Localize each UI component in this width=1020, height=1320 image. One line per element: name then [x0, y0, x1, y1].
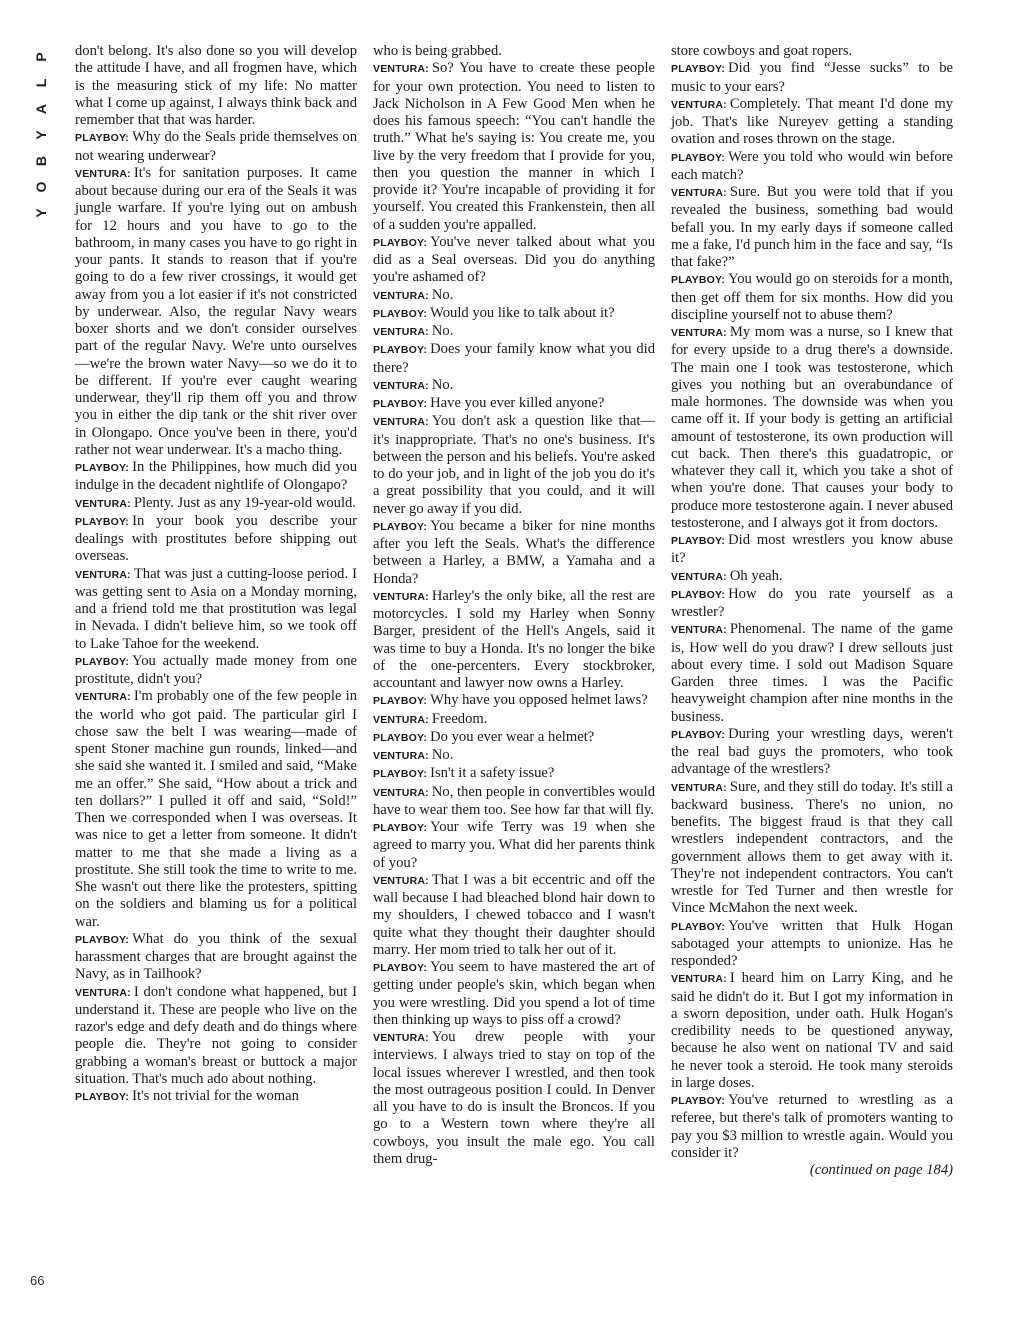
paragraph-text: don't belong. It's also done so you will develop the attitude I have, and all frogmen have, which is the measuring stick of my life: No matter what I come up against, I always think back and remember that that was harder.	[75, 43, 357, 128]
interview-paragraph	[75, 984, 357, 1089]
interview-paragraph	[671, 532, 953, 568]
paragraph-text: You drew people with your interviews. I always tried to stay on top of the local issues wherever I wrestled, and then took the most outrageous position I could. In Denver all you have to do is insult the Broncos. If you go to a Western town where they're all cowboys, you insult the male ego. You call them drug-	[373, 1029, 655, 1167]
paragraph-text: During your wrestling days, weren't the real bad guys the promoters, who took advantage of the wrestlers?	[671, 725, 953, 778]
speaker-label: VENTURA:	[373, 1032, 429, 1044]
paragraph-text: Phenomenal. The name of the game is, How well do you draw? I drew sellouts just about every time. I sold out Madison Square Garden three times. I was the Pacific heavyweight champion after nine months in the business.	[671, 621, 953, 725]
speaker-label: VENTURA:	[671, 327, 727, 339]
paragraph-text: You actually made money from one prostitute, didn't you?	[75, 652, 357, 687]
interview-paragraph	[671, 621, 953, 726]
speaker-label: PLAYBOY:	[373, 398, 428, 410]
paragraph-text: No, then people in convertibles would have to wear them too. See how far that will fly.	[373, 783, 655, 818]
speaker-label: VENTURA:	[671, 624, 727, 637]
interview-paragraph	[75, 931, 357, 984]
paragraph-text: Have you ever killed anyone?	[430, 395, 605, 411]
speaker-label: PLAYBOY:	[671, 728, 726, 741]
interview-paragraph	[373, 60, 655, 234]
paragraph-text: Why do the Seals pride themselves on not wearing underwear?	[75, 129, 357, 164]
paragraph-text: who is being grabbed.	[373, 43, 502, 59]
interview-paragraph	[671, 60, 953, 96]
title-letter: Y	[33, 130, 49, 140]
interview-paragraph	[373, 341, 655, 377]
speaker-label: PLAYBOY:	[671, 1095, 726, 1107]
paragraph-text: Harley's the only bike, all the rest are motorcycles. I sold my Harley when Sonny Barger, president of the Hell's Angels, said it was time to buy a Honda. It's no longer the bike of the one-percenters. Every stockbroker, accountant and lawyer now owns a Harley.	[373, 587, 655, 691]
article-column-3	[671, 43, 953, 1179]
speaker-label: VENTURA:	[373, 416, 429, 429]
title-letter: A	[33, 103, 49, 115]
interview-paragraph	[671, 149, 953, 185]
speaker-label: VENTURA:	[373, 379, 429, 392]
speaker-label: PLAYBOY:	[75, 132, 130, 145]
paragraph-text: How do you rate yourself as a wrestler?	[671, 585, 953, 620]
paragraph-text: Did most wrestlers you know abuse it?	[671, 532, 953, 567]
interview-paragraph	[75, 1088, 357, 1106]
paragraph-text: So? You have to create these people for your own protection. You need to listen to Jack Nicholson in A Few Good Men when he does his famous speech: “You can't handle the truth.” What he's saying is: You create me, you live by the very freedom that I provide for you, then you question the manner in which I provide it? You're incapable of providing it for yourself. You created this Frankenstein, then all of a sudden you're appalled.	[373, 60, 655, 233]
paragraph-text: Sure. But you were told that if you revealed the business, something bad would befall you. In my early days if someone called me a fake, I'd punch him in the face and say, “Is that fake?”	[671, 184, 953, 270]
paragraph-text: I heard him on Larry King, and he said he didn't do it. But I got my information in a sworn deposition, under oath. Hulk Hogan's credibility needs to be questioned anyway, because he also went on national TV and said he never took a steroid. He took many steroids in large doses.	[671, 970, 953, 1091]
interview-paragraph	[75, 43, 357, 129]
speaker-label: VENTURA:	[373, 289, 429, 302]
speaker-label: PLAYBOY:	[671, 535, 726, 547]
interview-paragraph	[373, 959, 655, 1029]
paragraph-text: My mom was a nurse, so I knew that for every upside to a drug there's a downside. The main one I took was testosterone, which gives you nothing but an overabundance of male hormones. The downside was when you came off it. If your body is getting an artificial amount of testosterone, its own production will cut back. Then there's this guadatropic, or whatever they call it, which you take a shot of when you're done. That causes your body to produce more testosterone again. I never abused testosterone, and I always got it from doctors.	[671, 324, 953, 531]
speaker-label: PLAYBOY:	[373, 731, 428, 744]
speaker-label: VENTURA:	[373, 326, 429, 338]
interview-paragraph	[373, 729, 655, 747]
interview-paragraph	[671, 1092, 953, 1162]
paragraph-text: You've never talked about what you did as a Seal overseas. Did you do anything you're ashamed of?	[373, 233, 655, 286]
speaker-label: VENTURA:	[671, 570, 727, 583]
speaker-label: PLAYBOY:	[671, 920, 726, 933]
title-letter: B	[33, 155, 49, 167]
paragraph-text: Were you told who would win before each match?	[671, 148, 953, 183]
speaker-label: PLAYBOY:	[373, 768, 428, 781]
paragraph-text: You seem to have mastered the art of getting under people's skin, which began when you were wrestling. Did you spend a lot of time then thinking up ways to piss off a crowd?	[373, 959, 655, 1028]
interview-paragraph	[671, 779, 953, 918]
paragraph-text: Do you ever wear a helmet?	[430, 728, 595, 745]
magazine-vertical-title	[30, 44, 52, 226]
interview-paragraph	[671, 271, 953, 324]
paragraph-text: You would go on steroids for a month, then get off them for six months. How did you discipline yourself not to abuse them?	[671, 271, 953, 323]
interview-paragraph	[373, 234, 655, 287]
interview-paragraph	[75, 165, 357, 459]
paragraph-text: It's for sanitation purposes. It came about because during our era of the Seals it was jungle warfare. If you're lying out on ambush for 12 hours and you have to go to the bathroom, in many cases you have to go right in your pants. It stands to reason that if you're going to do a few river crossings, it would get away from you a lot easier if it's not constricted by underwear. Also, the regular Navy wears boxer shorts and we don't consider ourselves part of the regular Navy. We're unto ourselves—we're the brown water Navy—so we do it to be different. If you're ever caught wearing underwear, they'll rip them off you and throw you in either the dip tank or the shit river over in Olongapo. Once you've been in there, you'd rather not wear underwear. It's a macho thing.	[75, 164, 357, 458]
interview-paragraph	[671, 568, 953, 586]
speaker-label: PLAYBOY:	[373, 695, 428, 708]
interview-paragraph	[373, 323, 655, 341]
paragraph-text: Completely. That meant I'd done my job. That's like Nureyev getting a standing ovation and roses thrown on the stage.	[671, 95, 953, 148]
speaker-label: VENTURA:	[373, 713, 429, 726]
paragraph-text: You became a biker for nine months after you left the Seals. What's the difference between a Harley, a BMW, a Yamaha and a Honda?	[373, 517, 655, 587]
interview-paragraph	[373, 872, 655, 959]
speaker-label: VENTURA:	[671, 973, 727, 986]
interview-paragraph	[373, 819, 655, 872]
speaker-label: PLAYBOY:	[373, 962, 428, 974]
speaker-label: PLAYBOY:	[671, 151, 726, 164]
speaker-label: PLAYBOY:	[373, 307, 428, 320]
speaker-label: VENTURA:	[373, 874, 429, 887]
speaker-label: VENTURA:	[373, 63, 429, 76]
paragraph-text: You don't ask a question like that—it's inappropriate. That's no one's business. It's between the person and his beliefs. You're asked to do your job, and in light of the job you do it's a great possibility that you could, and it will never go away if you did.	[373, 413, 655, 517]
interview-paragraph	[373, 1029, 655, 1168]
speaker-label: VENTURA:	[75, 986, 131, 999]
interview-paragraph	[75, 688, 357, 931]
interview-paragraph	[373, 305, 655, 323]
paragraph-text: That was just a cutting-loose period. I was getting sent to Asia on a Monday morning, and a friend told me that prostitution was legal in Nevada. I didn't believe him, so we took off to Lake Tahoe for the weekend.	[75, 565, 357, 652]
paragraph-text: No.	[431, 747, 454, 763]
paragraph-text: No.	[431, 323, 454, 339]
interview-paragraph	[671, 324, 953, 532]
speaker-label: PLAYBOY:	[373, 822, 428, 834]
title-letter: L	[33, 78, 49, 88]
speaker-label: PLAYBOY:	[671, 63, 726, 76]
paragraph-text: No.	[431, 286, 454, 303]
paragraph-text: Oh yeah.	[729, 567, 783, 584]
paragraph-text: In the Philippines, how much did you indulge in the decadent nightlife of Olongapo?	[75, 459, 357, 494]
article-column-2	[373, 43, 655, 1168]
paragraph-text: No.	[431, 376, 454, 393]
paragraph-text: Why have you opposed helmet laws?	[430, 692, 648, 709]
speaker-label: VENTURA:	[373, 786, 429, 799]
interview-paragraph	[75, 653, 357, 689]
paragraph-text: store cowboys and goat ropers.	[671, 43, 853, 59]
page-number: 66	[30, 1273, 45, 1288]
continued-note: (continued on page 184)	[809, 1162, 953, 1178]
interview-paragraph	[373, 287, 655, 305]
speaker-label: PLAYBOY:	[671, 588, 726, 601]
paragraph-text: Sure, and they still do today. It's still a backward business. There's no union, no benefits. The biggest fraud is that they call wrestlers independent contractors, and the government allows them to get away with it. They're not independent contractors. You can't wrestle for Ted Turner and then wrestle for Vince McMahon the next week.	[671, 778, 953, 917]
speaker-label: VENTURA:	[671, 187, 727, 199]
interview-paragraph	[75, 513, 357, 566]
interview-paragraph	[373, 377, 655, 395]
title-letter: Y	[33, 208, 49, 218]
speaker-label: VENTURA:	[671, 781, 727, 794]
interview-paragraph	[75, 495, 357, 513]
paragraph-text: Did you find “Jesse sucks” to be music to your ears?	[671, 60, 953, 95]
interview-paragraph	[373, 395, 655, 413]
interview-paragraph	[671, 96, 953, 149]
speaker-label: PLAYBOY:	[75, 462, 130, 474]
interview-paragraph	[373, 588, 655, 693]
paragraph-text: Your wife Terry was 19 when she agreed to marry you. What did her parents think of you?	[373, 819, 655, 871]
speaker-label: VENTURA:	[75, 568, 131, 581]
interview-paragraph	[671, 726, 953, 779]
speaker-label: PLAYBOY:	[373, 344, 428, 357]
paragraph-text: Freedom.	[431, 710, 488, 727]
interview-paragraph	[75, 459, 357, 495]
speaker-label: VENTURA:	[75, 691, 131, 704]
paragraph-text: Isn't it a safety issue?	[430, 765, 555, 782]
speaker-label: VENTURA:	[75, 497, 131, 510]
interview-paragraph	[75, 129, 357, 165]
speaker-label: PLAYBOY:	[373, 520, 428, 533]
interview-paragraph	[373, 784, 655, 820]
interview-paragraph	[373, 747, 655, 765]
paragraph-text: Plenty. Just as any 19-year-old would.	[133, 494, 356, 511]
speaker-label: VENTURA:	[671, 98, 727, 111]
interview-paragraph	[373, 765, 655, 783]
paragraph-text: Does your family know what you did there?	[373, 341, 655, 376]
interview-paragraph	[671, 184, 953, 271]
interview-paragraph	[373, 413, 655, 518]
interview-paragraph	[373, 711, 655, 729]
interview-paragraph	[671, 43, 953, 60]
speaker-label: PLAYBOY:	[75, 655, 130, 668]
speaker-label: PLAYBOY:	[75, 1091, 130, 1103]
speaker-label: VENTURA:	[75, 167, 131, 180]
paragraph-text: In your book you describe your dealings with prostitutes before shipping out overseas.	[75, 512, 357, 565]
interview-paragraph	[671, 586, 953, 622]
paragraph-text: What do you think of the sexual harassment charges that are brought against the Navy, as in Tailhook?	[75, 930, 357, 983]
paragraph-text: I'm probably one of the few people in the world who got paid. The particular girl I chose saw the belt I was wearing—made of spent Stoner machine gun rounds, linked—and she said she wanted it. I smiled and said, “Make me an offer.” She said, “How about a trick and ten dollars?” I pulled it off and said, “Sold!” Then we corresponded when I was overseas. It was nice to get a letter from someone. It didn't matter to me that she made a living as a prostitute. She still took the time to write to me. She wasn't out there like the protesters, spitting on the soldiers and blaming us for a political war.	[75, 688, 357, 930]
interview-paragraph	[671, 970, 953, 1092]
speaker-label: PLAYBOY:	[75, 515, 130, 528]
speaker-label: PLAYBOY:	[75, 933, 130, 946]
paragraph-text: You've written that Hulk Hogan sabotaged your attempts to unionize. Has he responded?	[671, 917, 953, 969]
speaker-label: PLAYBOY:	[373, 236, 428, 249]
title-letter: O	[33, 181, 49, 193]
paragraph-text: I don't condone what happened, but I understand it. These are people who live on the razor's edge and defy death and do things where people die. They're not going to consider grabbing a woman's breast or buttock a major situation. That's much ado about nothing.	[75, 983, 357, 1087]
paragraph-text: Would you like to talk about it?	[430, 304, 615, 321]
paragraph-text: That I was a bit eccentric and off the wall because I had bleached blond hair down to my shoulders, I chewed tobacco and I wasn't quite what they thought their daughter should marry. Her mom tried to talk her out of it.	[373, 871, 655, 958]
interview-paragraph	[373, 43, 655, 60]
interview-paragraph	[671, 918, 953, 971]
speaker-label: PLAYBOY:	[671, 274, 726, 287]
paragraph-text: It's not trivial for the woman	[132, 1088, 299, 1104]
speaker-label: VENTURA:	[373, 750, 429, 762]
speaker-label: VENTURA:	[373, 590, 429, 603]
interview-paragraph	[373, 692, 655, 710]
interview-paragraph	[373, 518, 655, 588]
interview-paragraph	[75, 566, 357, 653]
title-letter: P	[33, 52, 49, 62]
paragraph-text: You've returned to wrestling as a referee, but there's talk of promoters wanting to pay you $3 million to wrestle again. Would you consider it?	[671, 1092, 953, 1161]
article-column-1	[75, 43, 357, 1106]
